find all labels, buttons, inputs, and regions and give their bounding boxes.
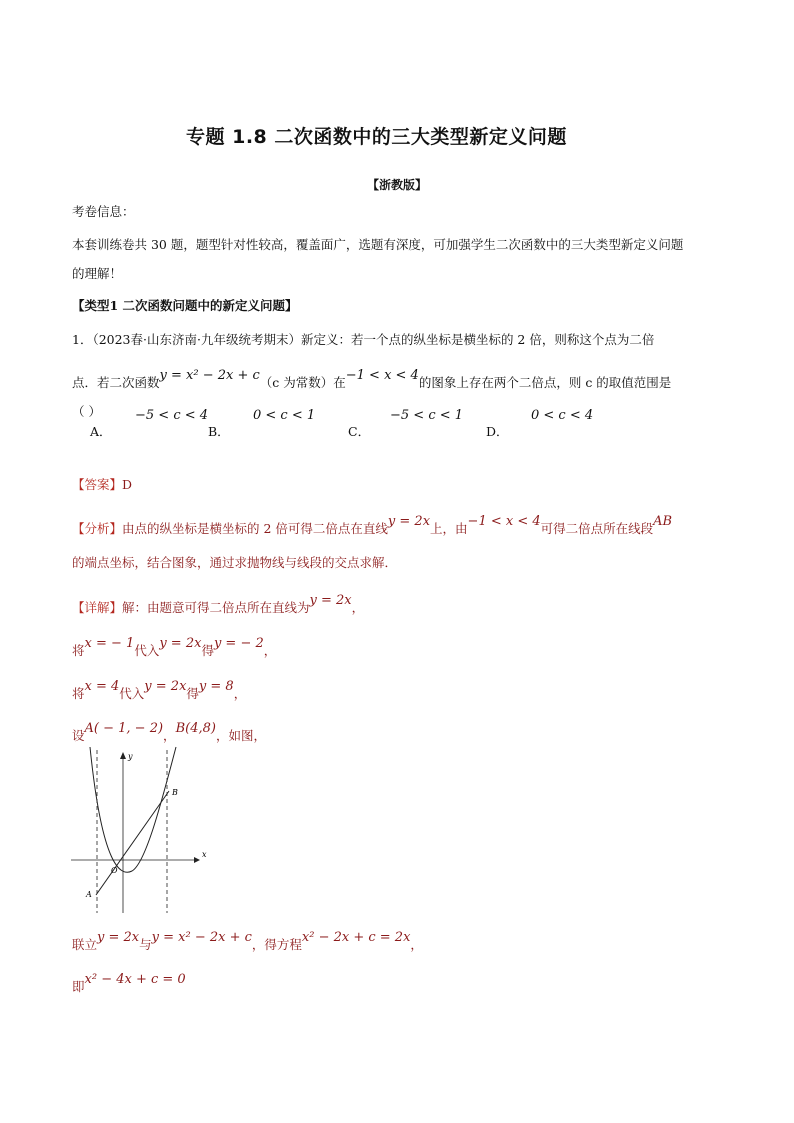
detail-l5-c: ，得方程 xyxy=(251,937,302,952)
point-a-coord: A( − 1, − 2) xyxy=(84,721,164,736)
page-title: 专题 1.8 二次函数中的三大类型新定义问题 xyxy=(186,126,567,148)
question-text-c: 的图象上存在两个二倍点，则 c 的取值范围是 xyxy=(418,375,672,390)
detail-line-5 xyxy=(72,930,423,953)
analysis-line-2: 的端点坐标，结合图象，通过求抛物线与线段的交点求解． xyxy=(72,555,398,570)
line-y-2x xyxy=(96,791,169,895)
option-c-label: C． xyxy=(348,424,371,439)
detail-l2-c: 得 xyxy=(201,643,214,658)
detail-comma: ， xyxy=(351,600,365,615)
function-expression: y = x² − 2x + c xyxy=(159,368,260,383)
origin-label: O xyxy=(111,866,118,875)
point-a-label: A xyxy=(86,890,92,899)
detail-l3-b: 代入 xyxy=(119,686,145,701)
detail-l6-a: 即 xyxy=(72,979,85,994)
option-a-expr: −5 < c < 4 xyxy=(135,408,209,423)
detail-l4-a: 设 xyxy=(72,728,85,743)
point-b-label: B xyxy=(172,788,178,797)
x-axis-arrow xyxy=(194,857,200,863)
detail-line-2 xyxy=(72,636,277,659)
detail-l2-comma: ， xyxy=(263,643,277,658)
detail-l2-eq: y = 2x xyxy=(159,636,202,651)
y-axis-arrow xyxy=(120,752,126,759)
detail-l6-eq: x² − 4x + c = 0 xyxy=(84,972,186,987)
y-axis-label: y xyxy=(128,752,133,761)
analysis-eq-segment: AB xyxy=(653,514,673,529)
question-text-a: 点．若二次函数 xyxy=(72,375,160,390)
detail-l3-a: 将 xyxy=(72,686,85,701)
point-b-coord: B(4,8) xyxy=(175,721,216,736)
option-d-label: D． xyxy=(486,424,509,439)
detail-l3-y: y = 8 xyxy=(198,679,234,694)
range-expression: −1 < x < 4 xyxy=(345,368,419,383)
question-line-1: 1．（2023春·山东济南·九年级统考期末）新定义：若一个点的纵坐标是横坐标的 2 倍，则称这个点为二倍 xyxy=(72,332,655,347)
detail-l3-eq: y = 2x xyxy=(144,679,187,694)
detail-l3-comma: ， xyxy=(233,686,247,701)
option-a-label: A． xyxy=(90,424,112,439)
detail-l5-e3: x² − 2x + c = 2x xyxy=(301,930,411,945)
detail-l2-x: x = − 1 xyxy=(84,636,135,651)
detail-l5-e2: y = x² − 2x + c xyxy=(151,930,252,945)
analysis-eq-range: −1 < x < 4 xyxy=(467,514,541,529)
option-d-expr: 0 < c < 4 xyxy=(531,408,594,423)
detail-l5-b: 与 xyxy=(139,937,152,952)
section-header: 【类型1 二次函数问题中的新定义问题】 xyxy=(72,298,298,313)
detail-l5-comma: ， xyxy=(410,937,423,952)
info-line-2: 的理解！ xyxy=(72,266,123,281)
analysis-text-3: 可得二倍点所在线段 xyxy=(540,521,654,536)
detail-l4-sep: ， xyxy=(163,728,176,743)
analysis-eq-line: y = 2x xyxy=(387,514,431,529)
info-heading: 考卷信息： xyxy=(72,204,135,219)
question-text-b: （c 为常数）在 xyxy=(259,375,346,390)
detail-l3-x: x = 4 xyxy=(84,679,120,694)
detail-l3-c: 得 xyxy=(186,686,199,701)
option-c-expr: −5 < c < 1 xyxy=(390,408,464,423)
analysis-line-1 xyxy=(72,514,673,537)
option-b-expr: 0 < c < 1 xyxy=(253,408,316,423)
answer-tag: 【答案】 xyxy=(72,477,123,492)
detail-line-1 xyxy=(72,593,365,616)
detail-l4-b: ，如图， xyxy=(215,728,266,743)
question-line-2 xyxy=(72,368,672,391)
info-line-1: 本套训练卷共 30 题，题型针对性较高，覆盖面广，选题有深度，可加强学生二次函数中的三大类型新定义问题 xyxy=(72,237,684,252)
detail-l2-y: y = − 2 xyxy=(213,636,264,651)
analysis-tag: 【分析】 xyxy=(72,521,123,536)
detail-l5-e1: y = 2x xyxy=(97,930,140,945)
answer-value: D xyxy=(122,477,133,492)
analysis-text-1: 由点的纵坐标是横坐标的 2 倍可得二倍点在直线 xyxy=(122,521,388,536)
detail-line-4 xyxy=(72,721,266,744)
detail-l2-a: 将 xyxy=(72,643,85,658)
detail-line-3 xyxy=(72,679,247,702)
question-blank: （ ） xyxy=(72,404,101,419)
detail-line-6 xyxy=(72,972,186,995)
answer-line xyxy=(72,475,132,493)
detail-text-1: 解：由题意可得二倍点所在直线为 xyxy=(122,600,310,615)
detail-eq-line: y = 2x xyxy=(309,593,352,608)
analysis-text-2: 上，由 xyxy=(430,521,468,536)
detail-l5-a: 联立 xyxy=(72,937,98,952)
parabola-curve xyxy=(90,747,176,872)
parabola-line-graph xyxy=(66,745,216,915)
detail-tag: 【详解】 xyxy=(72,600,123,615)
detail-l2-b: 代入 xyxy=(134,643,160,658)
option-b-label: B． xyxy=(208,424,230,439)
edition-label: 【浙教版】 xyxy=(367,178,428,192)
x-axis-label: x xyxy=(202,850,207,859)
